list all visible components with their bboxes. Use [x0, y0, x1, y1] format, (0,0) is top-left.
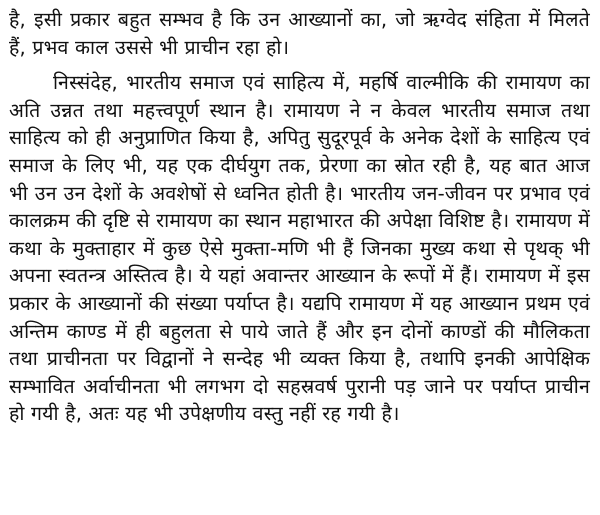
- paragraph-continuation: है, इसी प्रकार बहुत सम्भव है कि उन आख्यानों का, जो ऋग्वेद संहिता में मिलते हैं, प्रभव काल उससे भी प्राचीन रहा हो।: [9, 8, 590, 59]
- paragraph-ramayana: निस्संदेह, भारतीय समाज एवं साहित्य में, महर्षि वाल्मीकि की रामायण का अति उन्नत तथा महत्त्वपूर्ण स्थान है। रामायण ने न केवल भारतीय समाज तथा साहित्य को ही अनुप्राणित किया है, अपितु सुदूरपूर्व के अनेक देशों के साहित्य एवं समाज के लिए भी, यह एक दीर्घयुग तक, प्रेरणा का स्रोत रही है, यह बात आज भी उन उन देशों के अवशेषों से ध्वनित होती है। भारतीय जन-जीवन पर प्रभाव एवं कालक्रम की दृष्टि से रामायण का स्थान महाभारत की अपेक्षा विशिष्ट है। रामायण में कथा के मुक्ताहार में कुछ ऐसे मुक्ता-मणि भी हैं जिनका मुख्य कथा से पृथक् भी अपना स्वतन्त्र अस्तित्व है। ये यहां अवान्तर आख्यान के रूपों में हैं। रामायण में इस प्रकार के आख्यानों की संख्या पर्याप्त है। यद्यपि रामायण में यह आख्यान प्रथम एवं अन्तिम काण्ड में ही बहुलता से पाये जाते हैं और इन दोनों काण्डों की मौलिकता तथा प्राचीनता पर विद्वानों ने सन्देह भी व्यक्त किया है, तथापि इनकी आपेक्षिक सम्भावित अर्वाचीनता भी लगभग दो सहस्रवर्ष पुरानी पड़ जाने पर पर्याप्त प्राचीन हो गयी है, अतः यह भी उपेक्षणीय वस्तु नहीं रह गयी है।: [9, 71, 590, 426]
